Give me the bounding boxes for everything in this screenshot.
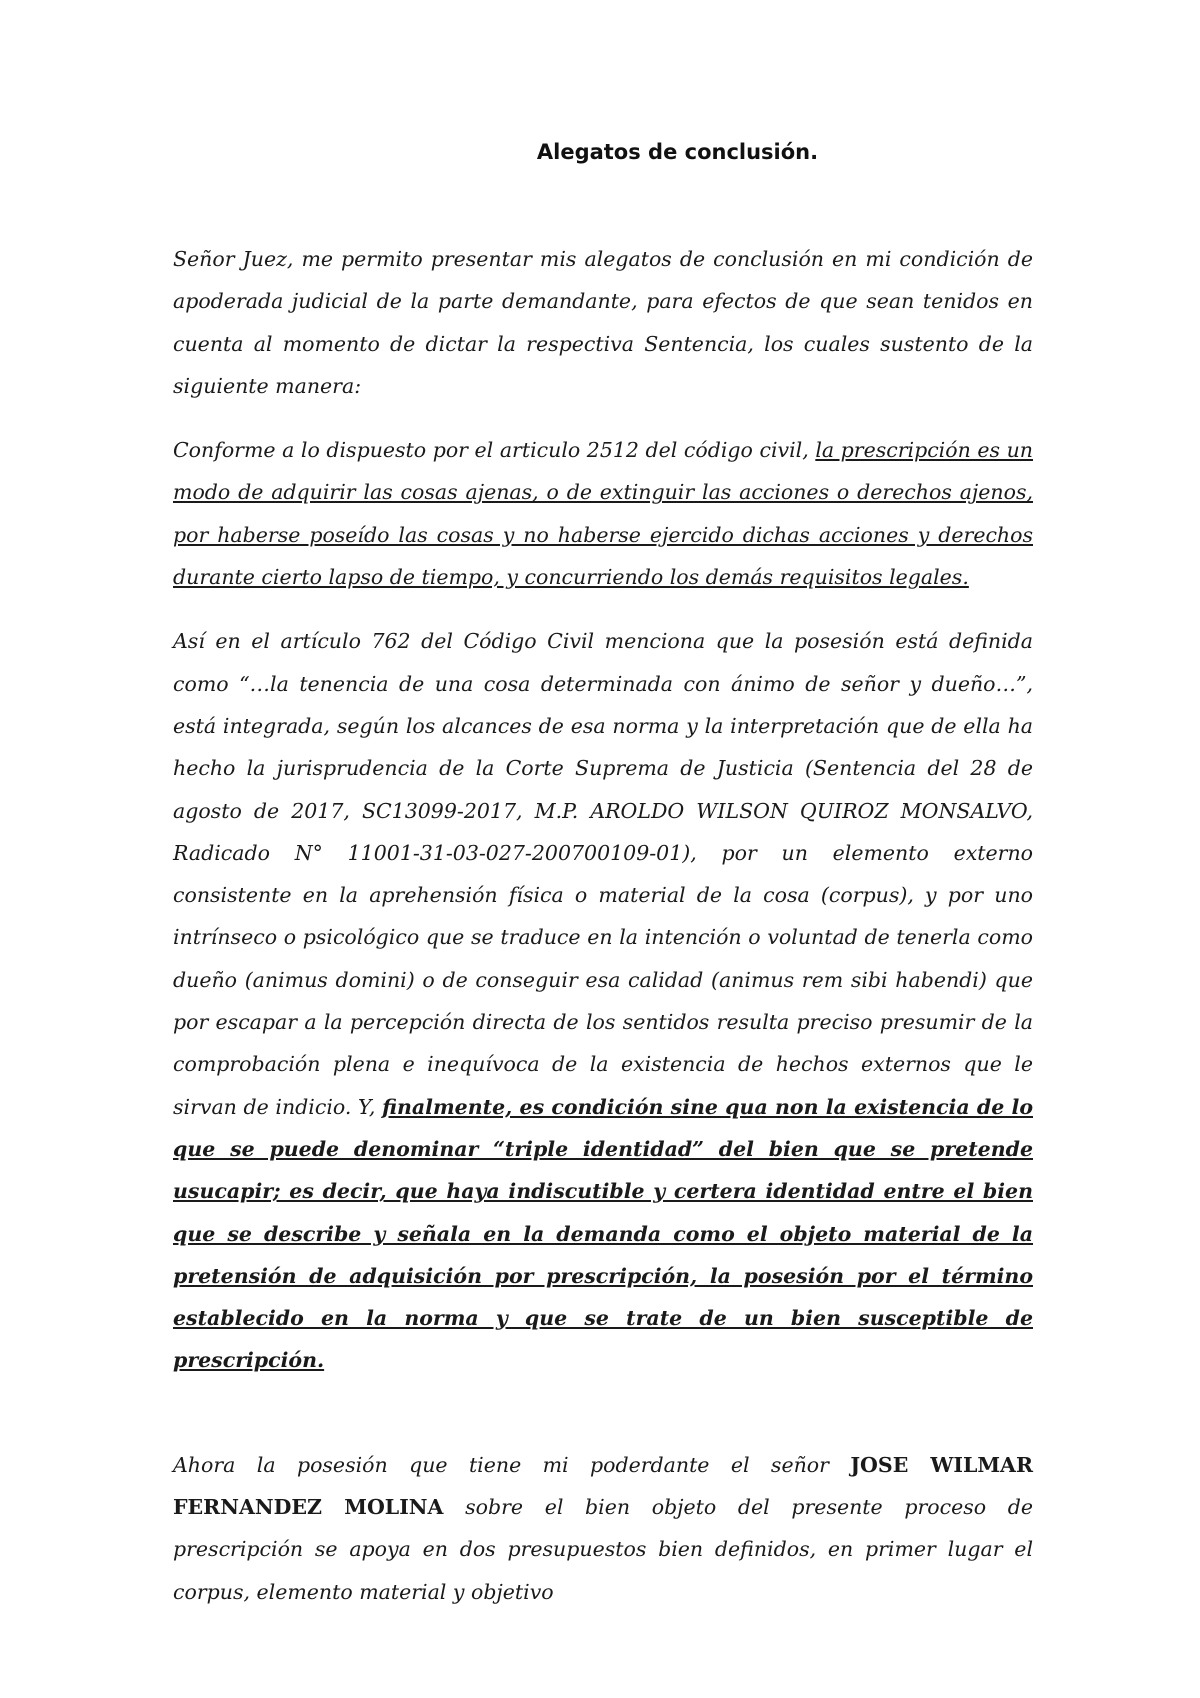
paragraph-article-762 xyxy=(173,620,1033,1381)
prescription-definition-underlined: la prescripción es un modo de adquirir las cosas ajenas, o de extinguir las acciones o derechos ajenos, por haberse poseído las cosas y no haberse ejercido dichas acciones y derechos durante cierto lapso de tiempo, y concurriendo los demás requisitos legales. xyxy=(173,438,1033,590)
paragraph-possession xyxy=(173,1444,1033,1613)
paragraph-possession-text-start: Ahora la posesión que tiene mi poderdante el señor xyxy=(173,1452,851,1477)
paragraph-article-762-text: Así en el artículo 762 del Código Civil menciona que la posesión está definida como “…la tenencia de una cosa determinada con ánimo de señor y dueño…”, está integrada, según los alcances de esa norma y la interpretación que de ella ha hecho la jurisprudencia de la Corte Suprema de Justicia (Sentencia del 28 de agosto de 2017, SC13099-2017, M.P. AROLDO WILSON QUIROZ MONSALVO, Radicado N° 11001-31-03-027-200700109-01), por un elemento externo consistente en la aprehensión física o material de la cosa (corpus), y por uno intrínseco o psicológico que se traduce en la intención o voluntad de tenerla como dueño (animus domini) o de conseguir esa calidad (animus rem sibi habendi) que por escapar a la percepción directa de los sentidos resulta preciso presumir de la comprobación plena e inequívoca de la existencia de hechos externos que le sirvan de indicio. Y, xyxy=(173,629,1033,1119)
client-name: JOSE WILMAR FERNANDEZ MOLINA xyxy=(173,1452,1033,1520)
document-title: Alegatos de conclusión. xyxy=(536,140,819,164)
paragraph-possession-text-end: sobre el bien objeto del presente proceso de prescripción se apoya en dos presupuestos bien definidos, en primer lugar el corpus, elemento material y objetivo xyxy=(173,1495,1033,1604)
paragraph-article-2512 xyxy=(173,429,1033,598)
document-body xyxy=(173,238,1033,1635)
paragraph-article-2512-text: Conforme a lo dispuesto por el articulo 2512 del código civil, xyxy=(173,438,816,463)
triple-identity-bold-underlined: finalmente, es condición sine qua non la existencia de lo que se puede denominar “triple identidad” del bien que se pretende usucapir; es decir, que haya indiscutible y certera identidad entre el bien que se describe y señala en la demanda como el objeto material de la pretensión de adquisición por prescripción, la posesión por el término establecido en la norma y que se trate de un bien susceptible de prescripción. xyxy=(173,1094,1033,1373)
paragraph-intro: Señor Juez, me permito presentar mis alegatos de conclusión en mi condición de apoderada judicial de la parte demandante, para efectos de que sean tenidos en cuenta al momento de dictar la respectiva Sentencia, los cuales sustento de la siguiente manera: xyxy=(173,247,1033,398)
